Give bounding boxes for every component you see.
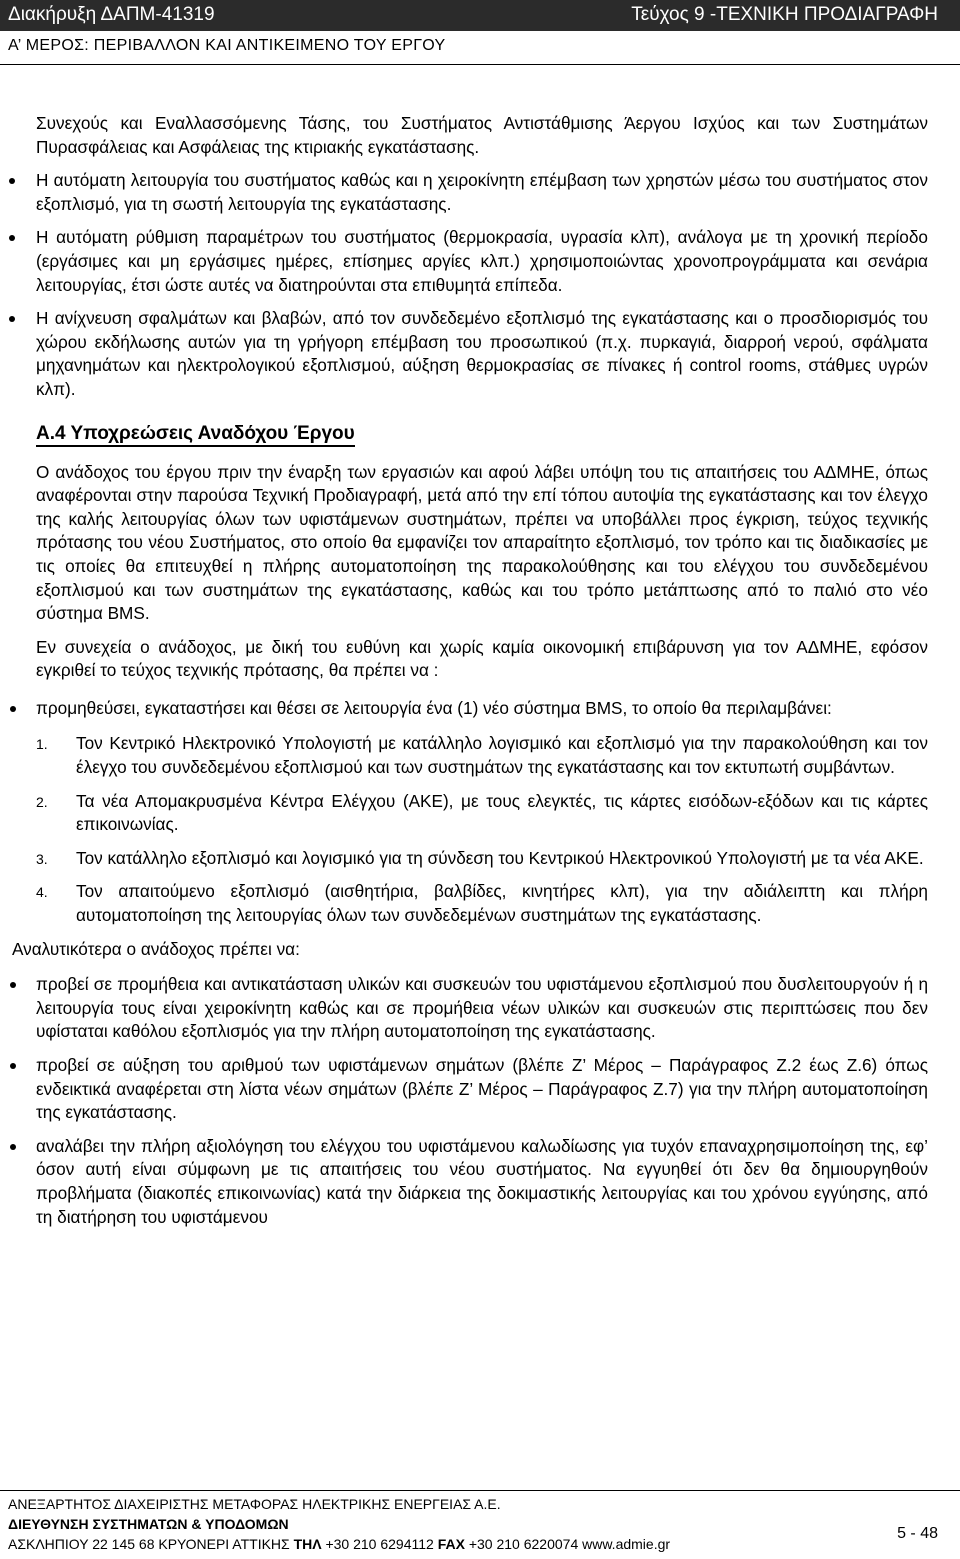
header-doc-id: Διακήρυξη ΔΑΠΜ-41319 xyxy=(8,4,215,25)
section-paragraph-3: Αναλυτικότερα ο ανάδοχος πρέπει να: xyxy=(12,938,300,959)
list-item: Η αυτόματη λειτουργία του συστήματος καθώς και η χειροκίνητη επέμβαση των χρηστών μέσω του συστήματος στον εξοπλισμό, για τη σωστή λειτουργία της εγκατάστασης. xyxy=(36,169,928,216)
item-number: 3. xyxy=(36,850,48,867)
footer-fax: +30 210 6220074 xyxy=(468,1536,579,1552)
item-number: 1. xyxy=(36,736,48,753)
numbered-item: 1. Τον Κεντρικό Ηλεκτρονικό Υπολογιστή με κατάλληλο λογισμικό και εξοπλισμό για την παρακολούθηση και τον έλεγχο του συνδεδεμένου εξοπλισμού και των συστημάτων της εγκατάστασης και τον εκτυπωτή συμβάντων. xyxy=(36,733,928,778)
list-item: προμηθεύσει, εγκαταστήσει και θέσει σε λειτουργία ένα (1) νέο σύστημα BMS, το οποίο θα περιλαμβάνει: xyxy=(36,697,928,721)
footer-divider xyxy=(0,1490,960,1491)
numbered-item: 2. Τα νέα Απομακρυσμένα Κέντρα Ελέγχου (ΑΚΕ), με τους ελεγκτές, τις κάρτες εισόδων-εξόδων και τις κάρτες επικοινωνίας. xyxy=(36,790,928,835)
document-body xyxy=(12,112,928,1229)
bullet-icon xyxy=(9,178,15,184)
bms-components-list xyxy=(36,732,928,927)
bullet-icon xyxy=(10,1063,16,1069)
list-item: προβεί σε προμήθεια και αντικατάσταση υλικών και συσκευών του υφιστάμενου εξοπλισμού που δυσλειτουργούν ή η λειτουργία τους είναι χειροκίνητη καθώς και σε προμήθεια νέων υλικών και συσκευών στις περιπτώσεις που δεν υφίσταται καθόλου εξοπλισμός για την πλήρη αυτοματοποίηση της εγκατάστασης. xyxy=(36,973,928,1044)
header-volume: Τεύχος 9 -ΤΕΧΝΙΚΗ ΠΡΟΔΙΑΓΡΑΦΗ xyxy=(631,4,938,25)
footer-tel: +30 210 6294112 xyxy=(325,1536,434,1552)
page-number: 5 - 48 xyxy=(897,1525,938,1542)
item-number: 4. xyxy=(36,884,48,901)
detailed-obligations-list xyxy=(36,973,928,1229)
bullet-icon xyxy=(10,1144,16,1150)
item-number: 2. xyxy=(36,793,48,810)
section-paragraph-1: Ο ανάδοχος του έργου πριν την έναρξη των εργασιών και αφού λάβει υπόψη του τις απαιτήσεις του ΑΔΜΗΕ, όπως αναφέρονται στην παρούσα Τεχνική Προδιαγραφή, μετά από την επί τόπου αυτοψία της εγκατάστασης και τον έλεγχο της καλής λειτουργίας όλων των υφιστάμενων συστημάτων, πρέπει να υποβάλλει προς έγκριση, τεύχος τεχνικής πρότασης του νέου Συστήματος, στο οποίο θα εμφανίζει τον απαραίτητο εξοπλισμό, τον τρόπο και τις διαδικασίες με τις οποίες θα επιτευχθεί η πλήρης αυτοματοποίηση της παρακολούθησης και του ελέγχου του συνδεδεμένου εξοπλισμού και των συστημάτων της εγκατάστασης, καθώς και του τρόπο μετάπτωσης από το παλιό στο νέο σύστημα BMS. xyxy=(36,461,928,624)
bullet-icon xyxy=(10,982,16,988)
section-heading: Α.4 Υποχρεώσεις Αναδόχου Έργου xyxy=(36,423,355,447)
list-item: Η αυτόματη ρύθμιση παραμέτρων του συστήματος (θερμοκρασία, υγρασία κλπ), ανάλογα με τη χρονική περίοδο (εργάσιμες και μη εργάσιμες ημέρες, επίσημες αργίες κλπ.) χρησιμοποιώντας χρονοπρογράμματα και σενάρια λειτουργίας, έτσι ώστε αυτές να διατηρούνται στα επιθυμητά επίπεδα. xyxy=(36,226,928,297)
list-item: προβεί σε αύξηση του αριθμού των υφιστάμενων σημάτων (βλέπε Ζ’ Μέρος – Παράγραφος Ζ.2 έως Ζ.6) όπως ενδεικτικά αναφέρεται στη λίστα νέων σημάτων (βλέπε Ζ’ Μέρος – Παράγραφος Ζ.7) για την πλήρη αυτοματοποίηση της εγκατάστασης. xyxy=(36,1054,928,1125)
footer-company: ΑΝΕΞΑΡΤΗΤΟΣ ΔΙΑΧΕΙΡΙΣΤΗΣ ΜΕΤΑΦΟΡΑΣ ΗΛΕΚΤΡΙΚΗΣ ΕΝΕΡΓΕΙΑΣ Α.Ε. xyxy=(8,1496,501,1512)
footer-address: ΑΣΚΛΗΠΙΟΥ 22 145 68 ΚΡΥΟΝΕΡΙ ΑΤΤΙΚΗΣ xyxy=(8,1536,290,1552)
header-bar xyxy=(0,0,960,31)
header-subtitle: Α’ ΜΕΡΟΣ: ΠΕΡΙΒΑΛΛΟΝ ΚΑΙ ΑΝΤΙΚΕΙΜΕΝΟ ΤΟΥ ΕΡΓΟΥ xyxy=(8,37,446,54)
functions-bullet-list xyxy=(36,169,928,401)
bullet-icon xyxy=(10,706,16,712)
footer-fax-label: FAX xyxy=(437,1536,465,1552)
numbered-item: 3. Τον κατάλληλο εξοπλισμό και λογισμικό για τη σύνδεση του Κεντρικού Ηλεκτρονικού Υπολογιστή με τα νέα ΑΚΕ. xyxy=(76,847,928,871)
header-divider xyxy=(0,64,960,65)
list-item: Η ανίχνευση σφαλμάτων και βλαβών, από τον συνδεδεμένο εξοπλισμό της εγκατάστασης και ο προσδιορισμός του χώρου εκδήλωσης αυτών για τη γρήγορη επέμβαση του προσωπικού (π.χ. πυρκαγιά, διαρροή νερού, σφάλματα μηχανημάτων και ηλεκτρολογικού εξοπλισμού, αύξηση θερμοκρασίας σε πίνακες ή control rooms, στάθμες υγρών κλπ). xyxy=(36,307,928,401)
bullet-icon xyxy=(9,316,15,322)
footer-department: ΔΙΕΥΘΥΝΣΗ ΣΥΣΤΗΜΑΤΩΝ & ΥΠΟΔΟΜΩΝ xyxy=(8,1516,289,1532)
bullet-icon xyxy=(9,235,15,241)
footer-website[interactable]: www.admie.gr xyxy=(582,1536,671,1552)
footer-contact xyxy=(8,1534,948,1554)
section-paragraph-2: Εν συνεχεία ο ανάδοχος, με δική του ευθύνη και χωρίς καμία οικονομική επιβάρυνση για τον ΑΔΜΗΕ, εφόσον εγκριθεί το τεύχος τεχνικής πρότασης, θα πρέπει να : xyxy=(36,636,928,681)
footer xyxy=(8,1494,948,1554)
obligations-bullet-list xyxy=(36,697,928,721)
numbered-item: 4. Τον απαιτούμενο εξοπλισμό (αισθητήρια, βαλβίδες, κινητήρες κλπ), για την αδιάλειπτη και πλήρη αυτοματοποίηση της λειτουργίας όλων των συνδεδεμένων συστημάτων της εγκατάστασης. xyxy=(36,881,928,926)
list-item: αναλάβει την πλήρη αξιολόγηση του ελέγχου του υφιστάμενου καλωδίωσης για τυχόν επαναχρησιμοποίηση της, εφ’ όσον αυτή είναι σύμφωνη με τις απαιτήσεις του νέου συστήματος. Να εγγυηθεί ότι δεν θα δημιουργηθούν προβλήματα (διακοπές επικοινωνίας) κατά την διάρκεια της δοκιμαστικής λειτουργίας και του χρόνου εγγύησης, από τη διατήρηση του υφιστάμενου xyxy=(36,1135,928,1229)
footer-tel-label: ΤΗΛ xyxy=(293,1536,322,1552)
intro-continuation: Συνεχούς και Εναλλασσόμενης Τάσης, του Συστήματος Αντιστάθμισης Άεργου Ισχύος και των Συστημάτων Πυρασφάλειας και Ασφάλειας της κτιριακής εγκατάστασης. xyxy=(36,113,928,157)
